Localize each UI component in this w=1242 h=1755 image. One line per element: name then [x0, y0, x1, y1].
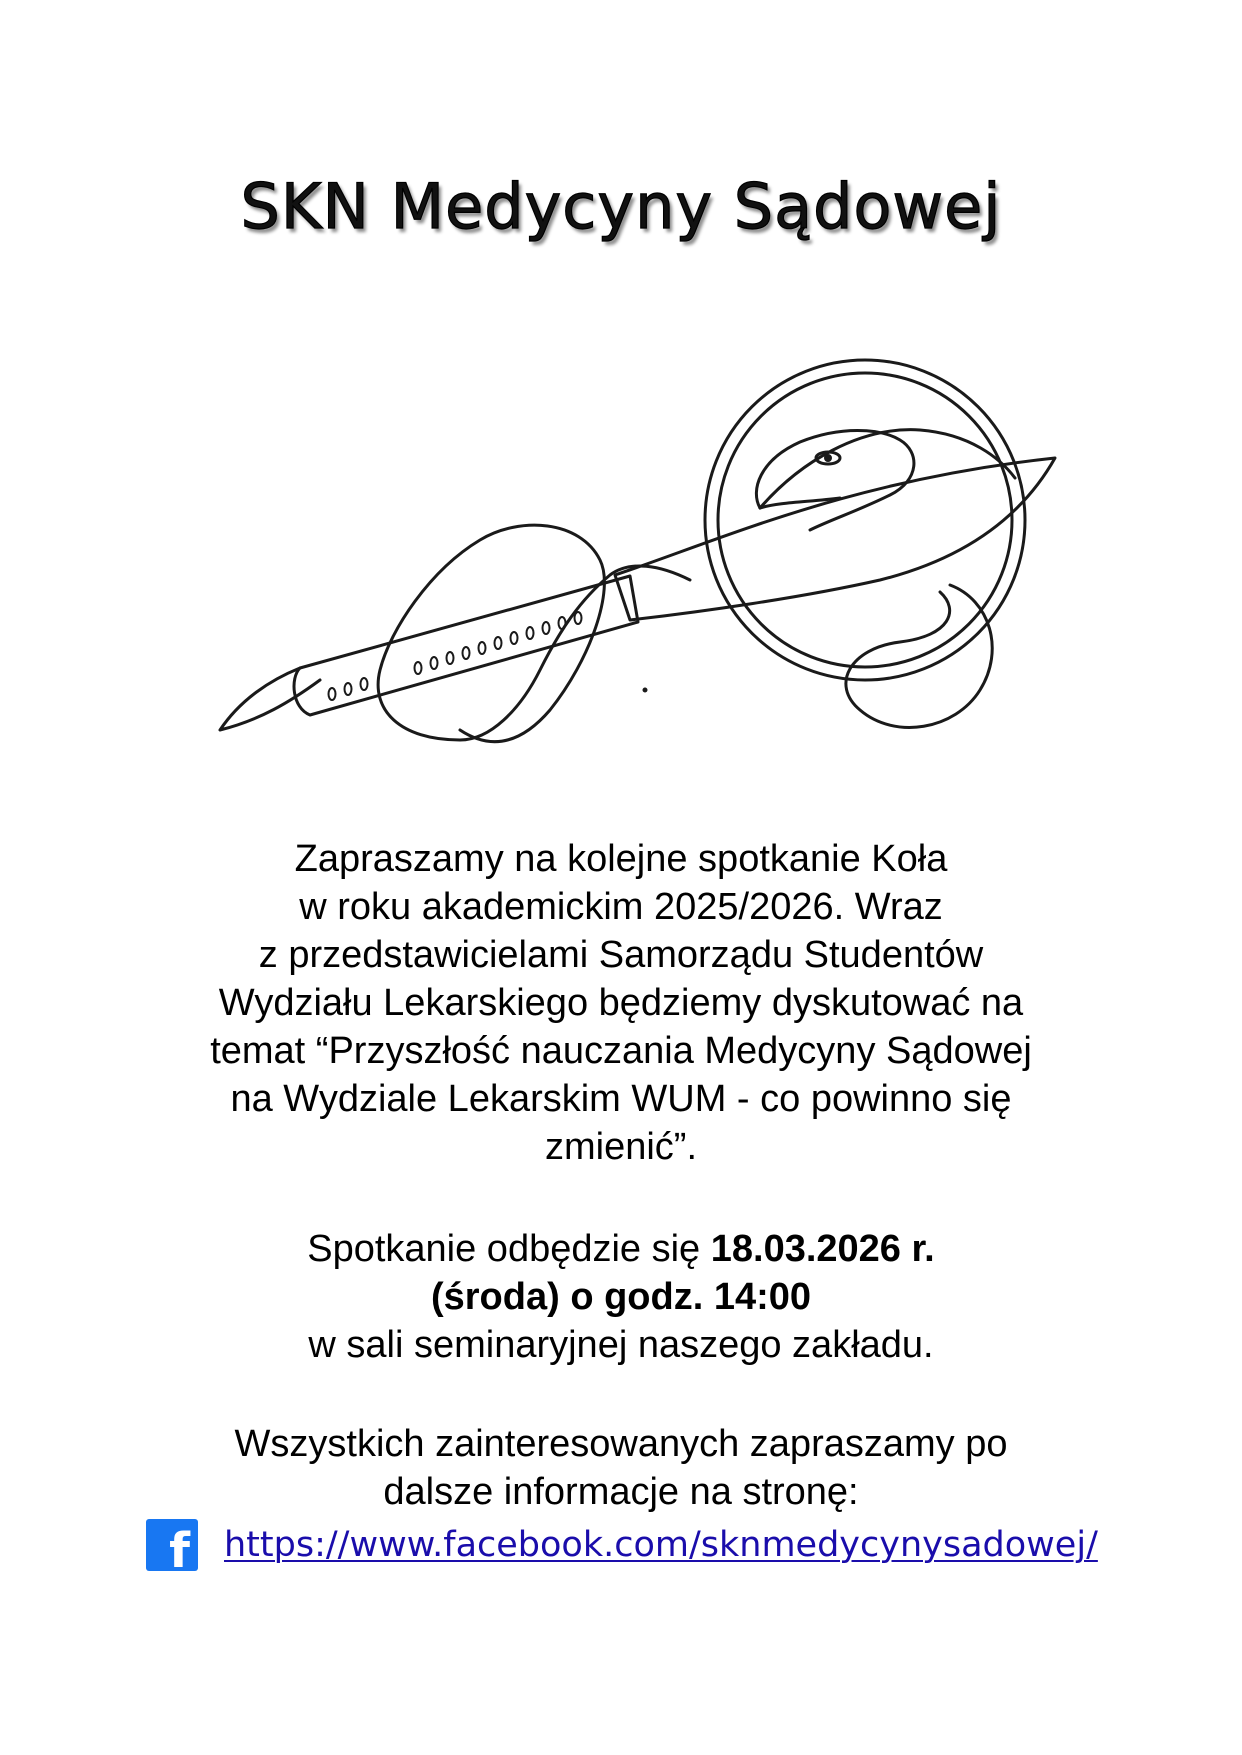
emblem-dot — [644, 689, 647, 692]
snake-pupil — [826, 456, 831, 461]
handle-rivet — [329, 688, 336, 700]
handle-rivet — [495, 637, 502, 649]
handle-rivet — [431, 657, 438, 669]
meeting-date-line — [100, 1225, 1142, 1273]
handle-rivet — [447, 652, 454, 664]
handle-rivet — [511, 632, 518, 644]
emblem-ring-inner — [718, 373, 1012, 667]
handle-rivet — [543, 622, 550, 634]
facebook-link[interactable]: https://www.facebook.com/sknmedycynysadowej/ — [224, 1525, 1098, 1565]
meeting-place: w sali seminaryjnej naszego zakładu. — [308, 1324, 934, 1366]
emblem-ring-outer — [705, 360, 1025, 680]
handle-rivet — [527, 627, 534, 639]
intro-line: Zapraszamy na kolejne spotkanie Koła — [294, 838, 948, 880]
handle-rivet — [345, 683, 352, 695]
snake-tail — [220, 668, 320, 730]
handle-rivet — [415, 662, 422, 674]
meeting-time: (środa) o godz. 14:00 — [430, 1276, 812, 1318]
intro-line: na Wydziale Lekarskim WUM - co powinno się — [230, 1078, 1012, 1120]
meeting-date: 18.03.2026 r. — [710, 1228, 935, 1270]
meeting-prefix: Spotkanie odbędzie się — [307, 1228, 711, 1270]
snake-head — [756, 431, 914, 531]
facebook-row — [146, 1517, 1146, 1579]
facebook-icon[interactable] — [146, 1519, 198, 1579]
invite-line: dalsze informacje na stronę: — [383, 1471, 859, 1513]
handle-rivet — [575, 612, 582, 624]
snake-and-knife-emblem — [160, 330, 1080, 770]
poster-title: SKN Medycyny Sądowej — [240, 170, 1002, 243]
intro-line: z przedstawicielami Samorządu Studentów — [258, 934, 984, 976]
handle-rivet — [479, 642, 486, 654]
meeting-info — [100, 1225, 1142, 1369]
handle-rivet — [361, 678, 368, 690]
knife-blade — [615, 458, 1055, 620]
invite-paragraph — [100, 1420, 1142, 1516]
intro-line: zmienić”. — [544, 1126, 698, 1168]
intro-line: temat “Przyszłość nauczania Medycyny Sądowej — [210, 1030, 1032, 1072]
intro-line: Wydziału Lekarskiego będziemy dyskutować na — [218, 982, 1024, 1024]
handle-rivet — [463, 647, 470, 659]
invite-line: Wszystkich zainteresowanych zapraszamy po — [234, 1423, 1008, 1465]
intro-paragraph — [100, 835, 1142, 1171]
handle-rivet — [559, 617, 566, 629]
facebook-glyph: f — [169, 1523, 190, 1579]
intro-line: w roku akademickim 2025/2026. Wraz — [299, 886, 943, 928]
